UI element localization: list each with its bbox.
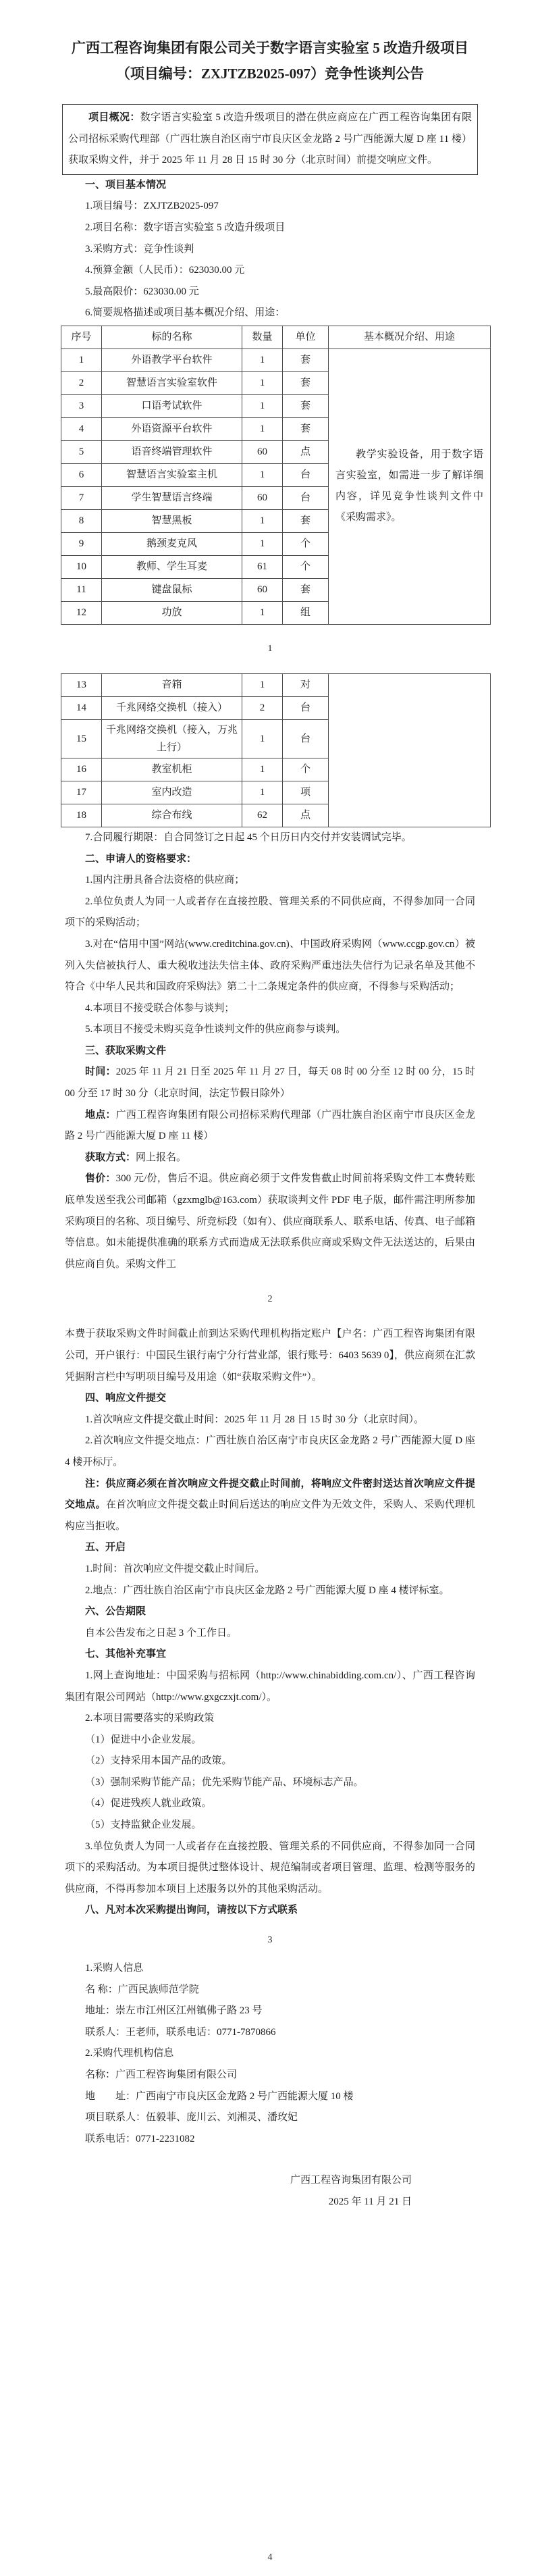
item-name-cell: 键盘鼠标 [102, 578, 242, 601]
submit-deadline: 1.首次响应文件提交截止时间：2025 年 11 月 28 日 15 时 30 分（北京时间）。 [85, 1414, 424, 1425]
file-obtain-time [65, 1062, 475, 1104]
unit-cell: 套 [283, 349, 329, 371]
header-unit: 单位 [283, 326, 329, 349]
qualification-item-1: 1.国内注册具备合法资格的供应商； [85, 875, 245, 886]
file-obtain-place [65, 1105, 475, 1148]
table-row [61, 349, 491, 371]
item-no-cell: 9 [61, 532, 102, 555]
page-number-3: 3 [267, 1935, 273, 1946]
spec-intro: 6.简要规格描述或项目基本概况介绍、用途： [85, 307, 286, 319]
query-urls: 1.网上查询地址：中国采购与招标网（http://www.chinabidding.com.cn/）、广西工程咨询集团有限公司网站（http://www.gxgczxjt.com/）。 [65, 1670, 475, 1703]
qty-cell: 1 [242, 463, 283, 486]
unit-cell: 套 [283, 394, 329, 417]
item-name-cell: 千兆网络交换机（接入，万兆上行） [102, 719, 242, 758]
price-label: 售价： [85, 1173, 116, 1185]
item-name-cell: 智慧黑板 [102, 509, 242, 532]
qty-cell: 1 [242, 532, 283, 555]
section-2-heading: 二、申请人的资格要求： [85, 853, 197, 865]
item-no-cell: 15 [61, 719, 102, 758]
item-no-cell: 3 [61, 394, 102, 417]
item-name-cell: 教室机柜 [102, 758, 242, 781]
purchaser-info-heading: 1.采购人信息 [85, 1963, 144, 1974]
submit-note-rest: 在首次响应文件提交截止时间后送达的响应文件为无效文件，采购人、采购代理机构应当拒收。 [65, 1499, 475, 1532]
qty-cell: 1 [242, 509, 283, 532]
item-name-cell: 音箱 [102, 673, 242, 696]
contract-period: 7.合同履行期限：自合同签订之日起 45 个日历日内交付并安装调试完毕。 [85, 831, 412, 843]
unit-cell: 点 [283, 804, 329, 827]
item-name-cell: 智慧语言实验室主机 [102, 463, 242, 486]
qualification-item-3: 3.对在“信用中国”网站(www.creditchina.gov.cn)、中国政府采购网（www.ccgp.gov.cn）被列入失信被执行人、重大税收违法失信主体、政府采购严重违法失信行为记录名单及其他不符合《中华人民共和国政府采购法》第二十二条规定条件的供应商，不得参与采购活动； [65, 938, 475, 993]
qty-cell: 1 [242, 394, 283, 417]
purchaser-contact: 联系人：王老师，联系电话：0771-7870866 [85, 2026, 276, 2038]
qty-cell: 1 [242, 719, 283, 758]
qty-cell: 1 [242, 781, 283, 804]
qty-cell: 60 [242, 486, 283, 509]
page-number-4: 4 [267, 2552, 273, 2562]
unit-cell: 组 [283, 601, 329, 624]
unit-cell: 台 [283, 696, 329, 719]
procurement-method: 3.采购方式：竞争性谈判 [85, 243, 194, 255]
item-no-cell: 5 [61, 440, 102, 463]
section-7-heading: 七、其他补充事宜 [85, 1649, 167, 1660]
section-1-heading: 一、项目基本情况 [85, 179, 167, 190]
policy-item-4: （4）促进残疾人就业政策。 [85, 1798, 212, 1809]
qty-cell: 1 [242, 601, 283, 624]
unit-cell: 对 [283, 673, 329, 696]
unit-cell: 套 [283, 417, 329, 440]
agency-address: 地 址：广西南宁市良庆区金龙路 2 号广西能源大厦 10 楼 [85, 2090, 354, 2102]
header-item-name: 标的名称 [102, 326, 242, 349]
item-name-cell: 外语教学平台软件 [102, 349, 242, 371]
unit-cell: 点 [283, 440, 329, 463]
title-line-1: 广西工程咨询集团有限公司关于数字语言实验室 5 改造升级项目 [72, 40, 468, 56]
item-name-cell: 综合布线 [102, 804, 242, 827]
method-label: 获取方式： [85, 1152, 136, 1163]
submit-place: 2.首次响应文件提交地点：广西壮族自治区南宁市良庆区金龙路 2 号广西能源大厦 D 座 4 楼开标厅。 [65, 1435, 475, 1468]
agency-name: 名称：广西工程咨询集团有限公司 [85, 2069, 238, 2080]
item-name-cell: 学生智慧语言终端 [102, 486, 242, 509]
items-table-part1 [61, 326, 491, 625]
policy-intro: 2.本项目需要落实的采购政策 [85, 1713, 215, 1724]
qty-cell: 2 [242, 696, 283, 719]
item-name-cell: 外语资源平台软件 [102, 417, 242, 440]
item-no-cell: 12 [61, 601, 102, 624]
file-price-part1 [65, 1168, 475, 1275]
price-text-part1: 300 元/份，售后不退。供应商必须于文件发售截止时间前将采购文件工本费转账底单发送至我公司邮箱（gzxmglb@163.com）获取谈判文件 PDF 电子版，邮件需注明所参加采购项目的名称、项目编号、所竞标段（如有）、供应商联系人、联系电话、传真、电子邮箱等信息。如未能提供准确的联系方式而造成无法联系供应商或采购文件无法送达的，后果由供应商自负。采购文件工 [65, 1173, 475, 1270]
project-number: 1.项目编号：ZXJTZB2025-097 [85, 201, 219, 212]
table-header-row [61, 326, 491, 349]
qty-cell: 1 [242, 349, 283, 371]
unit-cell: 套 [283, 578, 329, 601]
item-no-cell: 16 [61, 758, 102, 781]
item-no-cell: 7 [61, 486, 102, 509]
items-table-part2 [61, 673, 491, 827]
unit-cell: 项 [283, 781, 329, 804]
item-note-empty-cell [329, 673, 491, 827]
item-name-cell: 千兆网络交换机（接入） [102, 696, 242, 719]
signature-company: 广西工程咨询集团有限公司 [290, 2175, 412, 2186]
section-3-heading: 三、获取采购文件 [85, 1045, 167, 1056]
file-price-part2: 本费于获取采购文件时间截止前到达采购代理机构指定账户【户名：广西工程咨询集团有限公司，开户银行：中国民生银行南宁分行营业部，银行账号：6403 5639 0】，供应商须在汇款凭据附言栏中写明项目编号及用途（如“获取采购文件”）。 [65, 1329, 475, 1383]
policy-item-5: （5）支持监狱企业发展。 [85, 1820, 202, 1831]
purchaser-name: 名 称：广西民族师范学院 [85, 1984, 199, 1995]
agency-phone: 联系电话：0771-2231082 [85, 2133, 195, 2144]
purchaser-address: 地址：崇左市江州区江州镇佛子路 23 号 [85, 2005, 263, 2017]
item-name-cell: 室内改造 [102, 781, 242, 804]
qty-cell: 62 [242, 804, 283, 827]
policy-item-2: （2）支持采用本国产品的政策。 [85, 1755, 232, 1767]
page-number-2: 2 [267, 1294, 273, 1305]
header-note: 基本概况介绍、用途 [329, 326, 491, 349]
qualification-item-2: 2.单位负责人为同一人或者存在直接控股、管理关系的不同供应商，不得参加同一合同项下的采购活动； [65, 896, 475, 929]
item-no-cell: 10 [61, 555, 102, 578]
related-supplier-rule: 3.单位负责人为同一人或者存在直接控股、管理关系的不同供应商，不得参加同一合同项下的采购活动。为本项目提供过整体设计、规范编制或者项目管理、监理、检测等服务的供应商，不得再参加本项目上述服务以外的其他采购活动。 [65, 1840, 475, 1895]
unit-cell: 台 [283, 719, 329, 758]
section-8-heading: 八、凡对本次采购提出询问，请按以下方式联系 [85, 1905, 298, 1916]
qualification-item-5: 5.本项目不接受未购买竞争性谈判文件的供应商参与谈判。 [85, 1024, 346, 1035]
unit-cell: 套 [283, 371, 329, 394]
unit-cell: 台 [283, 486, 329, 509]
item-no-cell: 14 [61, 696, 102, 719]
policy-item-1: （1）促进中小企业发展。 [85, 1734, 202, 1745]
unit-cell: 台 [283, 463, 329, 486]
item-name-cell: 功放 [102, 601, 242, 624]
item-name-cell: 鹅颈麦克风 [102, 532, 242, 555]
qty-cell: 1 [242, 371, 283, 394]
item-no-cell: 2 [61, 371, 102, 394]
item-no-cell: 11 [61, 578, 102, 601]
item-name-cell: 语音终端管理软件 [102, 440, 242, 463]
section-5-heading: 五、开启 [85, 1542, 126, 1553]
submit-note [65, 1474, 475, 1538]
place-label: 地点： [85, 1109, 116, 1120]
project-overview-box [62, 104, 478, 175]
qty-cell: 1 [242, 758, 283, 781]
method-value: 网上报名。 [136, 1152, 187, 1163]
project-overview-paragraph [68, 107, 472, 172]
unit-cell: 个 [283, 532, 329, 555]
table-row [61, 673, 491, 696]
price-cap: 5.最高限价：623030.00 元 [85, 286, 199, 297]
time-value: 2025 年 11 月 21 日至 2025 年 11 月 27 日，每天 08 时 00 分至 12 时 00 分，15 时 00 分至 17 时 30 分（北京时间，法定节假日除外） [65, 1066, 475, 1100]
item-note-cell: 教学实验设备，用于数字语言实验室，如需进一步了解详细内容，详见竞争性谈判文件中《采购需求》。 [329, 349, 491, 624]
notice-period: 自本公告发布之日起 3 个工作日。 [85, 1627, 238, 1639]
header-qty: 数量 [242, 326, 283, 349]
agency-contacts: 项目联系人：伍毅菲、庞川云、刘湘灵、潘玫妃 [85, 2112, 298, 2123]
item-name-cell: 智慧语言实验室软件 [102, 371, 242, 394]
qualification-item-4: 4.本项目不接受联合体参与谈判； [85, 1002, 235, 1014]
qty-cell: 1 [242, 417, 283, 440]
document-title [65, 35, 475, 86]
document-page [0, 35, 540, 2565]
item-no-cell: 1 [61, 349, 102, 371]
budget-amount: 4.预算金额（人民币）：623030.00 元 [85, 265, 245, 276]
time-label: 时间： [85, 1066, 116, 1078]
open-place: 2.地点：广西壮族自治区南宁市良庆区金龙路 2 号广西能源大厦 D 座 4 楼评标室。 [85, 1585, 450, 1596]
agency-info-heading: 2.采购代理机构信息 [85, 2048, 174, 2059]
item-name-cell: 口语考试软件 [102, 394, 242, 417]
item-no-cell: 8 [61, 509, 102, 532]
policy-item-3: （3）强制采购节能产品；优先采购节能产品、环境标志产品。 [85, 1776, 364, 1788]
unit-cell: 套 [283, 509, 329, 532]
overview-text: 数字语言实验室 5 改造升级项目的潜在供应商应在广西工程咨询集团有限公司招标采购代理部（广西壮族自治区南宁市良庆区金龙路 2 号广西能源大厦 D 座 11 楼）获取采购文件，并于 2025 年 11 月 28 日 15 时 30 分（北京时间）前提交响应文件。 [68, 112, 472, 166]
open-time: 1.时间：首次响应文件提交截止时间后。 [85, 1563, 265, 1574]
item-no-cell: 17 [61, 781, 102, 804]
item-name-cell: 教师、学生耳麦 [102, 555, 242, 578]
unit-cell: 个 [283, 758, 329, 781]
title-line-2: （项目编号：ZXJTZB2025-097）竞争性谈判公告 [115, 66, 425, 82]
place-value: 广西工程咨询集团有限公司招标采购代理部（广西壮族自治区南宁市良庆区金龙路 2 号广西能源大厦 D 座 11 楼） [65, 1109, 475, 1142]
qty-cell: 61 [242, 555, 283, 578]
file-obtain-method [65, 1148, 475, 1169]
section-6-heading: 六、公告期限 [85, 1606, 146, 1618]
item-no-cell: 18 [61, 804, 102, 827]
section-4-heading: 四、响应文件提交 [85, 1393, 167, 1404]
item-no-cell: 4 [61, 417, 102, 440]
signature-date: 2025 年 11 月 21 日 [328, 2196, 412, 2207]
qty-cell: 60 [242, 440, 283, 463]
project-name: 2.项目名称：数字语言实验室 5 改造升级项目 [85, 222, 286, 233]
submit-note-bold: 注：供应商必须在首次响应文件提交截止时间前，将响应文件密封送达首次响应文件提交地点。 [65, 1478, 475, 1511]
unit-cell: 个 [283, 555, 329, 578]
item-no-cell: 13 [61, 673, 102, 696]
item-no-cell: 6 [61, 463, 102, 486]
qty-cell: 60 [242, 578, 283, 601]
page-number-1: 1 [267, 643, 273, 654]
overview-label: 项目概况： [88, 112, 140, 123]
header-item-no: 序号 [61, 326, 102, 349]
qty-cell: 1 [242, 673, 283, 696]
